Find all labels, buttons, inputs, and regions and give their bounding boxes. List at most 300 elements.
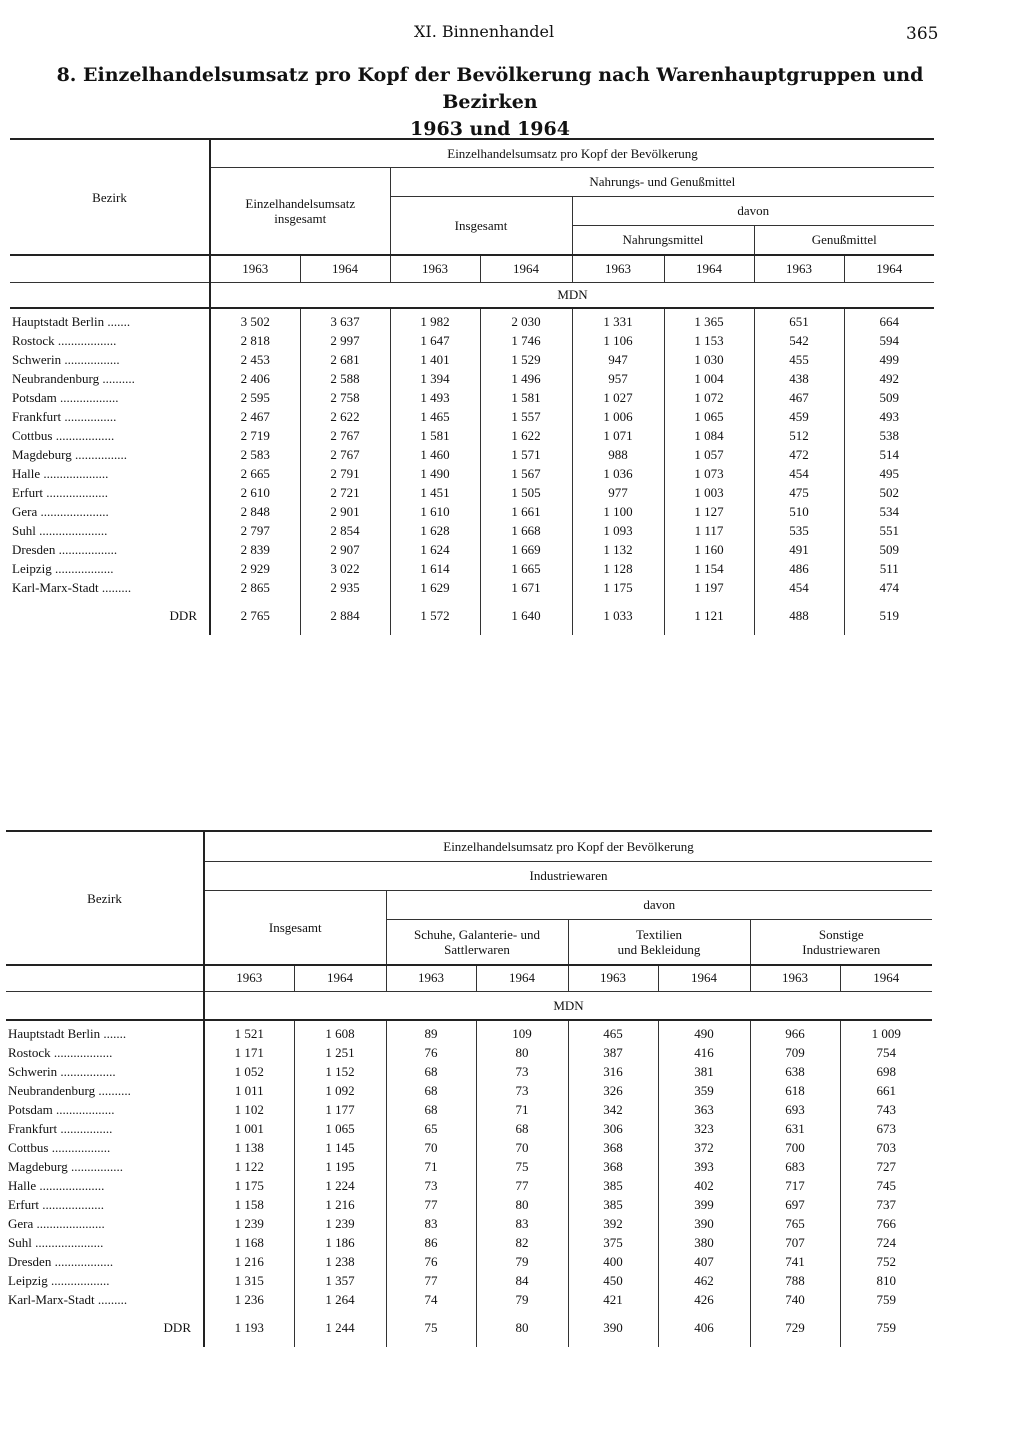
value-cell: 465 [568,1024,658,1043]
value-cell: 399 [658,1195,750,1214]
value-cell: 1 003 [664,483,754,502]
table-row [10,540,934,559]
bezirk-name: Suhl ..................... [12,522,108,538]
value-cell: 1 102 [204,1100,294,1119]
davon-header: davon [572,196,934,225]
top-header: Einzelhandelsumsatz pro Kopf der Bevölkerung [204,831,932,861]
table-row [6,1195,932,1214]
value-cell: 438 [754,369,844,388]
value-cell: 3 022 [300,559,390,578]
value-cell: 75 [476,1157,568,1176]
value-cell: 381 [658,1062,750,1081]
total-cell: 1 033 [572,597,664,635]
value-cell: 68 [476,1119,568,1138]
value-cell: 77 [476,1176,568,1195]
value-cell: 2 818 [210,331,300,350]
table-row [10,312,934,331]
value-cell: 1 982 [390,312,480,331]
table-row [6,1119,932,1138]
value-cell: 740 [750,1290,840,1309]
value-cell: 1 628 [390,521,480,540]
year-1963: 1963 [754,255,844,282]
industry-header: Industriewaren [204,861,932,890]
value-cell: 363 [658,1100,750,1119]
total-cell: 1 244 [294,1309,386,1347]
table-row [6,1100,932,1119]
bezirk-name: Neubrandenburg .......... [8,1082,131,1098]
value-cell: 83 [386,1214,476,1233]
bezirk-name: Rostock .................. [12,332,117,348]
value-cell: 375 [568,1233,658,1252]
table-body [6,1020,932,1347]
value-cell: 1 610 [390,502,480,521]
value-cell: 2 767 [300,445,390,464]
value-cell: 76 [386,1043,476,1062]
value-cell: 1 668 [480,521,572,540]
value-cell: 759 [840,1290,932,1309]
value-cell: 1 153 [664,331,754,350]
bezirk-name: Schwerin ................. [12,351,120,367]
value-cell: 306 [568,1119,658,1138]
table-row [6,1176,932,1195]
value-cell: 2 681 [300,350,390,369]
value-cell: 83 [476,1214,568,1233]
value-cell: 491 [754,540,844,559]
bezirk-name: Halle .................... [8,1177,105,1193]
value-cell: 2 797 [210,521,300,540]
value-cell: 1 239 [204,1214,294,1233]
table-row [10,483,934,502]
value-cell: 1 145 [294,1138,386,1157]
value-cell: 661 [840,1081,932,1100]
value-cell: 535 [754,521,844,540]
value-cell: 2 907 [300,540,390,559]
value-cell: 966 [750,1024,840,1043]
value-cell: 1 186 [294,1233,386,1252]
value-cell: 1 622 [480,426,572,445]
total-cell: 2 765 [210,597,300,635]
value-cell: 1 365 [664,312,754,331]
value-cell: 82 [476,1233,568,1252]
value-cell: 1 238 [294,1252,386,1271]
year-1964: 1964 [840,965,932,991]
bezirk-name: Potsdam .................. [8,1101,115,1117]
value-cell: 499 [844,350,934,369]
year-1964: 1964 [300,255,390,282]
value-cell: 737 [840,1195,932,1214]
value-cell: 1 171 [204,1043,294,1062]
value-cell: 3 502 [210,312,300,331]
value-cell: 1 493 [390,388,480,407]
shoes-header: Schuhe, Galanterie- und Sattlerwaren [386,919,568,965]
value-cell: 2 453 [210,350,300,369]
value-cell: 462 [658,1271,750,1290]
value-cell: 2 030 [480,312,572,331]
value-cell: 467 [754,388,844,407]
table-row [10,369,934,388]
value-cell: 511 [844,559,934,578]
value-cell: 810 [840,1271,932,1290]
value-cell: 1 001 [204,1119,294,1138]
value-cell: 1 465 [390,407,480,426]
bezirk-name: Rostock .................. [8,1044,113,1060]
total-cell: 80 [476,1309,568,1347]
table-row [10,388,934,407]
total-label: DDR [163,1320,191,1335]
total-cell: 75 [386,1309,476,1347]
value-cell: 664 [844,312,934,331]
value-cell: 372 [658,1138,750,1157]
value-cell: 426 [658,1290,750,1309]
bezirk-name: Gera ..................... [8,1215,105,1231]
table-row [6,1062,932,1081]
insgesamt-header: Insgesamt [204,890,386,965]
bezirk-name: Erfurt ................... [8,1196,105,1212]
value-cell: 1 071 [572,426,664,445]
value-cell: 745 [840,1176,932,1195]
value-cell: 1 216 [204,1252,294,1271]
total-cell: 1 572 [390,597,480,635]
value-cell: 2 588 [300,369,390,388]
value-cell: 1 661 [480,502,572,521]
value-cell: 510 [754,502,844,521]
table-row [10,407,934,426]
value-cell: 1 160 [664,540,754,559]
value-cell: 977 [572,483,664,502]
value-cell: 486 [754,559,844,578]
value-cell: 1 011 [204,1081,294,1100]
value-cell: 65 [386,1119,476,1138]
value-cell: 1 072 [664,388,754,407]
table-row [6,1290,932,1309]
value-cell: 1 401 [390,350,480,369]
table-row [6,1043,932,1062]
table-row [6,1157,932,1176]
value-cell: 1 117 [664,521,754,540]
value-cell: 1 608 [294,1024,386,1043]
value-cell: 86 [386,1233,476,1252]
value-cell: 509 [844,388,934,407]
value-cell: 1 236 [204,1290,294,1309]
value-cell: 1 557 [480,407,572,426]
table-row [6,1081,932,1100]
value-cell: 1 093 [572,521,664,540]
value-cell: 594 [844,331,934,350]
value-cell: 717 [750,1176,840,1195]
total-cell: 390 [568,1309,658,1347]
value-cell: 402 [658,1176,750,1195]
value-cell: 79 [476,1252,568,1271]
value-cell: 73 [386,1176,476,1195]
year-1964: 1964 [844,255,934,282]
bezirk-name: Cottbus .................. [12,427,115,443]
year-1964: 1964 [476,965,568,991]
value-cell: 454 [754,464,844,483]
table-row [10,502,934,521]
value-cell: 385 [568,1195,658,1214]
value-cell: 1 073 [664,464,754,483]
value-cell: 84 [476,1271,568,1290]
value-cell: 1 224 [294,1176,386,1195]
value-cell: 766 [840,1214,932,1233]
value-cell: 697 [750,1195,840,1214]
value-cell: 1 030 [664,350,754,369]
value-cell: 788 [750,1271,840,1290]
bezirk-name: Neubrandenburg .......... [12,370,135,386]
value-cell: 698 [840,1062,932,1081]
total-label: DDR [169,608,197,623]
bezirk-name: Leipzig .................. [12,560,114,576]
value-cell: 1 264 [294,1290,386,1309]
bezirk-name: Dresden .................. [8,1253,114,1269]
value-cell: 1 138 [204,1138,294,1157]
value-cell: 1 154 [664,559,754,578]
value-cell: 392 [568,1214,658,1233]
bezirk-name: Schwerin ................. [8,1063,116,1079]
value-cell: 1 567 [480,464,572,483]
total-cell: 1 640 [480,597,572,635]
value-cell: 1 746 [480,331,572,350]
value-cell: 638 [750,1062,840,1081]
year-1964: 1964 [480,255,572,282]
total-cell: 729 [750,1309,840,1347]
value-cell: 1 052 [204,1062,294,1081]
value-cell: 2 848 [210,502,300,521]
total-cell: 2 884 [300,597,390,635]
value-cell: 703 [840,1138,932,1157]
year-1963: 1963 [204,965,294,991]
value-cell: 1 127 [664,502,754,521]
value-cell: 454 [754,578,844,597]
value-cell: 743 [840,1100,932,1119]
value-cell: 2 467 [210,407,300,426]
value-cell: 1 009 [840,1024,932,1043]
value-cell: 1 357 [294,1271,386,1290]
value-cell: 1 195 [294,1157,386,1176]
value-cell: 1 175 [204,1176,294,1195]
value-cell: 400 [568,1252,658,1271]
value-cell: 1 629 [390,578,480,597]
section-title: XI. Binnenhandel [414,22,555,41]
unit-label: MDN [210,282,934,308]
table-row [10,578,934,597]
value-cell: 693 [750,1100,840,1119]
running-header [0,20,1024,44]
total-cell: 759 [840,1309,932,1347]
table-row [6,1138,932,1157]
value-cell: 475 [754,483,844,502]
value-cell: 1 581 [390,426,480,445]
value-cell: 631 [750,1119,840,1138]
value-cell: 326 [568,1081,658,1100]
value-cell: 1 084 [664,426,754,445]
table-row [10,559,934,578]
total-header: Einzelhandelsumsatz insgesamt [210,167,390,255]
value-cell: 359 [658,1081,750,1100]
year-1964: 1964 [664,255,754,282]
value-cell: 387 [568,1043,658,1062]
table-row [6,1214,932,1233]
value-cell: 2 583 [210,445,300,464]
value-cell: 1 065 [664,407,754,426]
value-cell: 385 [568,1176,658,1195]
value-cell: 390 [658,1214,750,1233]
year-1963: 1963 [390,255,480,282]
value-cell: 1 496 [480,369,572,388]
value-cell: 2 767 [300,426,390,445]
value-cell: 2 595 [210,388,300,407]
table-row [10,350,934,369]
value-cell: 754 [840,1043,932,1062]
value-cell: 1 004 [664,369,754,388]
value-cell: 1 251 [294,1043,386,1062]
value-cell: 2 721 [300,483,390,502]
table-food [10,138,934,635]
value-cell: 673 [840,1119,932,1138]
year-1963: 1963 [386,965,476,991]
bezirk-name: Potsdam .................. [12,389,119,405]
value-cell: 700 [750,1138,840,1157]
value-cell: 450 [568,1271,658,1290]
value-cell: 1 177 [294,1100,386,1119]
value-cell: 551 [844,521,934,540]
value-cell: 1 175 [572,578,664,597]
table-row [6,1024,932,1043]
value-cell: 73 [476,1081,568,1100]
value-cell: 2 854 [300,521,390,540]
value-cell: 380 [658,1233,750,1252]
value-cell: 490 [658,1024,750,1043]
value-cell: 534 [844,502,934,521]
value-cell: 1 571 [480,445,572,464]
value-cell: 1 092 [294,1081,386,1100]
value-cell: 472 [754,445,844,464]
table-body [10,308,934,635]
total-row [6,1309,932,1347]
other-header: Sonstige Industriewaren [750,919,932,965]
value-cell: 542 [754,331,844,350]
value-cell: 2 610 [210,483,300,502]
top-header: Einzelhandelsumsatz pro Kopf der Bevölkerung [210,139,934,167]
bezirk-name: Suhl ..................... [8,1234,104,1250]
value-cell: 752 [840,1252,932,1271]
value-cell: 1 624 [390,540,480,559]
value-cell: 1 581 [480,388,572,407]
value-cell: 77 [386,1195,476,1214]
value-cell: 73 [476,1062,568,1081]
value-cell: 1 671 [480,578,572,597]
total-cell: 1 193 [204,1309,294,1347]
value-cell: 502 [844,483,934,502]
value-cell: 1 122 [204,1157,294,1176]
value-cell: 1 106 [572,331,664,350]
total-cell: 406 [658,1309,750,1347]
year-row [10,255,934,282]
value-cell: 2 791 [300,464,390,483]
value-cell: 474 [844,578,934,597]
value-cell: 741 [750,1252,840,1271]
table-row [6,1252,932,1271]
value-cell: 2 997 [300,331,390,350]
food-header: Nahrungsmittel [572,225,754,255]
year-row [6,965,932,991]
table-industry [6,830,932,1347]
value-cell: 727 [840,1157,932,1176]
value-cell: 70 [476,1138,568,1157]
bezirk-header: Bezirk [87,890,122,906]
bezirk-header: Bezirk [92,189,127,205]
value-cell: 1 665 [480,559,572,578]
value-cell: 1 505 [480,483,572,502]
value-cell: 1 394 [390,369,480,388]
value-cell: 707 [750,1233,840,1252]
year-1963: 1963 [750,965,840,991]
value-cell: 495 [844,464,934,483]
value-cell: 1 239 [294,1214,386,1233]
value-cell: 71 [386,1157,476,1176]
luxury-header: Genußmittel [754,225,934,255]
bezirk-name: Leipzig .................. [8,1272,110,1288]
value-cell: 1 158 [204,1195,294,1214]
value-cell: 1 614 [390,559,480,578]
value-cell: 538 [844,426,934,445]
value-cell: 368 [568,1157,658,1176]
total-cell: 488 [754,597,844,635]
value-cell: 618 [750,1081,840,1100]
table-row [6,1271,932,1290]
bezirk-name: Halle .................... [12,465,109,481]
value-cell: 80 [476,1195,568,1214]
value-cell: 71 [476,1100,568,1119]
bezirk-name: Karl-Marx-Stadt ......... [12,579,132,595]
value-cell: 1 315 [204,1271,294,1290]
value-cell: 80 [476,1043,568,1062]
value-cell: 455 [754,350,844,369]
value-cell: 76 [386,1252,476,1271]
value-cell: 2 622 [300,407,390,426]
value-cell: 2 901 [300,502,390,521]
value-cell: 74 [386,1290,476,1309]
year-1964: 1964 [294,965,386,991]
value-cell: 1 152 [294,1062,386,1081]
value-cell: 2 758 [300,388,390,407]
value-cell: 2 929 [210,559,300,578]
year-1964: 1964 [658,965,750,991]
value-cell: 3 637 [300,312,390,331]
value-cell: 709 [750,1043,840,1062]
year-1963: 1963 [572,255,664,282]
bezirk-name: Cottbus .................. [8,1139,111,1155]
value-cell: 407 [658,1252,750,1271]
value-cell: 1 006 [572,407,664,426]
value-cell: 342 [568,1100,658,1119]
value-cell: 421 [568,1290,658,1309]
value-cell: 765 [750,1214,840,1233]
value-cell: 89 [386,1024,476,1043]
value-cell: 1 197 [664,578,754,597]
value-cell: 512 [754,426,844,445]
value-cell: 2 719 [210,426,300,445]
total-cell: 1 121 [664,597,754,635]
value-cell: 70 [386,1138,476,1157]
value-cell: 1 216 [294,1195,386,1214]
food-group-header: Nahrungs- und Genußmittel [390,167,934,196]
bezirk-name: Dresden .................. [12,541,118,557]
bezirk-name: Hauptstadt Berlin ....... [12,313,131,329]
total-row [10,597,934,635]
year-1963: 1963 [568,965,658,991]
total-cell: 519 [844,597,934,635]
